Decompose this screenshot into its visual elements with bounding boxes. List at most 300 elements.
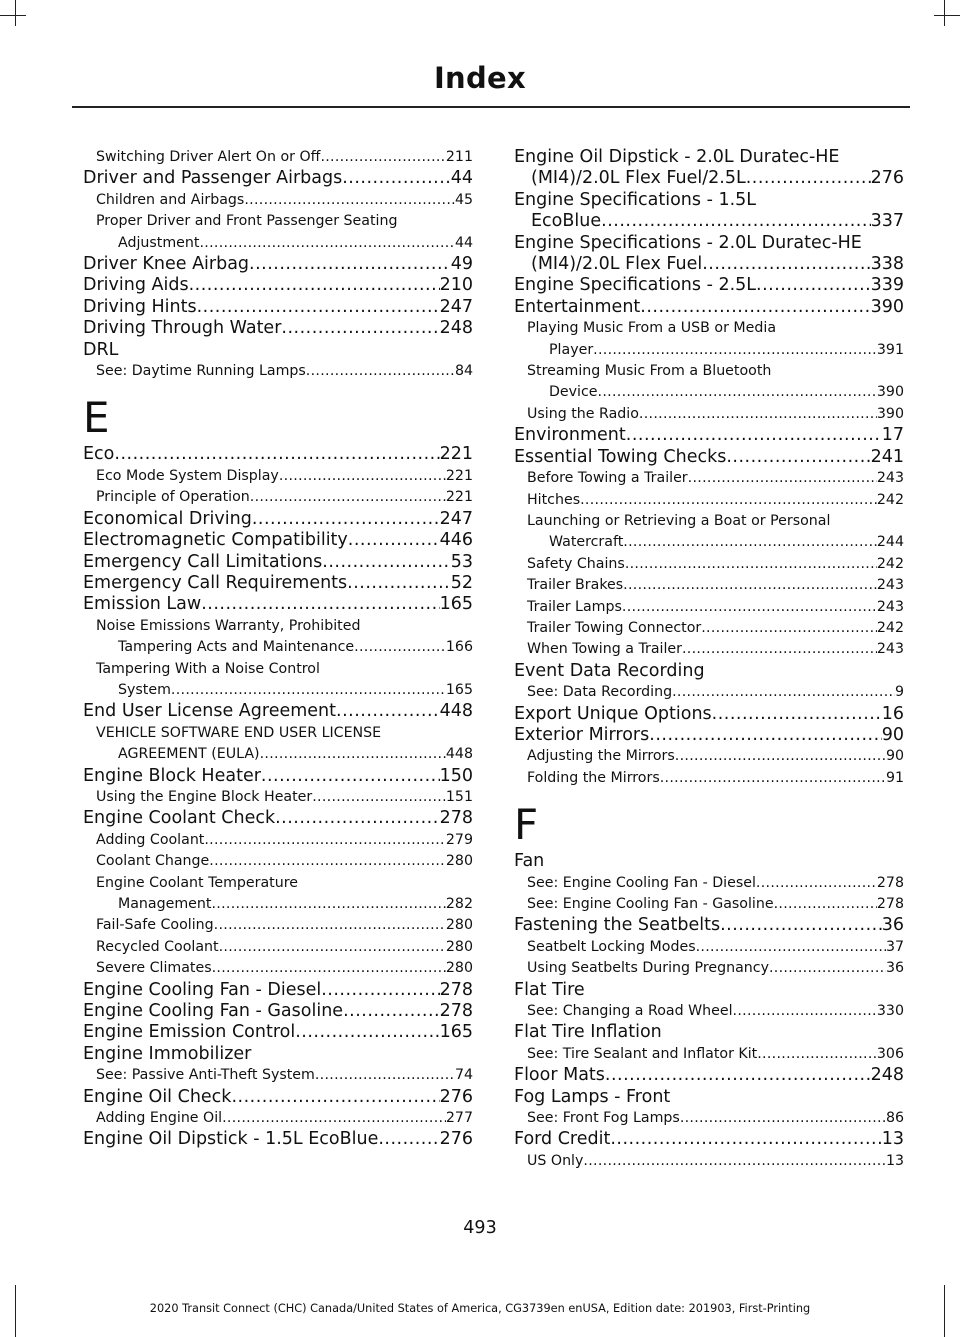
index-entry-heading: Fog Lamps - Front: [514, 1086, 671, 1107]
dot-leader: [171, 680, 446, 701]
entry-text: Folding the Mirrors: [527, 769, 660, 786]
index-subentry: [514, 597, 904, 618]
page-reference: 390: [876, 384, 904, 401]
index-subentry-text: Playing Music From a USB or Media: [527, 320, 777, 337]
page-reference: 36: [881, 915, 904, 936]
index-subentry: [514, 937, 904, 958]
index-subentry-text: Launching or Retrieving a Boat or Personal: [527, 512, 831, 529]
page-reference: 242: [876, 619, 904, 636]
index-entry: [514, 168, 904, 189]
entry-text: See: Data Recording: [527, 684, 673, 701]
page-reference: 17: [881, 425, 904, 446]
page-reference: 13: [881, 1129, 904, 1150]
page-reference: 248: [870, 1065, 904, 1086]
index-subentry: [514, 873, 904, 894]
entry-text: Severe Climates: [96, 960, 212, 977]
page-reference: 280: [445, 853, 473, 870]
page-reference: 248: [439, 318, 473, 339]
index-entry: [514, 1065, 904, 1086]
entry-text: Emergency Call Requirements: [83, 572, 348, 593]
dot-leader: [209, 851, 446, 872]
index-subentry-text: Proper Driver and Front Passenger Seating: [96, 213, 398, 230]
dot-leader: [348, 530, 440, 551]
index-entry-heading: Flat Tire: [514, 979, 585, 1000]
entry-text: EcoBlue: [531, 211, 602, 232]
index-subentry: [83, 1065, 473, 1086]
entry-text: (MI4)/2.0L Flex Fuel/2.5L: [531, 168, 746, 189]
dot-leader: [598, 382, 877, 403]
dot-leader: [680, 1108, 886, 1129]
index-entry: [514, 447, 904, 468]
index-entry: [83, 1087, 473, 1108]
index-subentry-text: Streaming Music From a Bluetooth: [527, 363, 772, 380]
page-reference: 243: [876, 598, 904, 615]
page-reference: 243: [876, 641, 904, 658]
dot-leader: [114, 444, 439, 465]
dot-leader: [197, 297, 440, 318]
dot-leader: [623, 532, 877, 553]
page-reference: 150: [439, 765, 473, 786]
dot-leader: [279, 466, 446, 487]
entry-text: Using Seatbelts During Pregnancy: [527, 960, 769, 977]
page-reference: 210: [439, 275, 473, 296]
index-entry-heading: Engine Oil Dipstick - 2.0L Duratec-HE: [514, 147, 840, 167]
entry-text: Trailer Brakes: [527, 577, 624, 594]
index-column-right: [514, 147, 904, 1172]
entry-text: Adding Engine Oil: [96, 1110, 223, 1127]
dot-leader: [260, 744, 446, 765]
page-reference: 330: [876, 1003, 904, 1020]
index-letter-heading: F: [514, 800, 539, 850]
index-column-left: [83, 147, 473, 1151]
entry-text: Watercraft: [549, 534, 624, 551]
entry-text: Driving Hints: [83, 296, 197, 317]
entry-text: Exterior Mirrors: [514, 724, 650, 745]
page-reference: 221: [445, 467, 473, 484]
index-subentry: [83, 744, 473, 765]
index-entry: [83, 552, 473, 573]
page-reference: 53: [450, 551, 473, 572]
entry-text: Eco: [83, 444, 115, 465]
entry-text: See: Passive Anti-Theft System: [96, 1067, 315, 1084]
index-subentry: [514, 639, 904, 660]
index-subentry: [514, 554, 904, 575]
index-subentry: [514, 340, 904, 361]
index-entry-heading: DRL: [83, 339, 119, 360]
dot-leader: [580, 490, 877, 511]
index-subentry-text: Engine Coolant Temperature: [96, 874, 298, 891]
dot-leader: [347, 573, 451, 594]
page-reference: 391: [876, 341, 904, 358]
index-subentry: [514, 1001, 904, 1022]
dot-leader: [746, 168, 871, 189]
index-subentry-text: VEHICLE SOFTWARE END USER LICENSE: [96, 724, 382, 741]
dot-leader: [756, 275, 871, 296]
index-subentry: [83, 830, 473, 851]
page-reference: 74: [454, 1067, 473, 1084]
entry-text: See: Tire Sealant and Inflator Kit: [527, 1045, 758, 1062]
dot-leader: [660, 768, 886, 789]
page-reference: 49: [450, 254, 473, 275]
entry-text: Children and Airbags: [96, 191, 245, 208]
crop-mark-top-left-h: [0, 15, 26, 16]
page-reference: 247: [439, 508, 473, 529]
entry-text: See: Daytime Running Lamps: [96, 363, 306, 380]
page-reference: 9: [894, 684, 904, 701]
index-entry: [83, 297, 473, 318]
index-subentry: [514, 894, 904, 915]
page-reference: 243: [876, 470, 904, 487]
entry-text: Coolant Change: [96, 853, 210, 870]
entry-text: See: Engine Cooling Fan - Gasoline: [527, 896, 774, 912]
dot-leader: [320, 147, 445, 168]
page-reference: 165: [439, 1022, 473, 1043]
dot-leader: [249, 254, 451, 275]
entry-text: Economical Driving: [83, 508, 252, 529]
page-reference: 280: [445, 917, 473, 934]
entry-text: Driving Aids: [83, 275, 189, 296]
entry-text: Adding Coolant: [96, 831, 205, 848]
dot-leader: [322, 552, 450, 573]
entry-text: Adjusting the Mirrors: [527, 748, 675, 765]
entry-text: System: [118, 681, 171, 698]
entry-text: Emergency Call Limitations: [83, 551, 323, 572]
entry-text: Engine Oil Check: [83, 1086, 232, 1107]
index-entry: [83, 318, 473, 339]
index-subentry: [83, 958, 473, 979]
entry-text: Engine Cooling Fan - Diesel: [83, 979, 322, 1000]
entry-text: Seatbelt Locking Modes: [527, 938, 696, 955]
dot-leader: [623, 575, 877, 596]
page-reference: 448: [445, 746, 473, 763]
dot-leader: [605, 1065, 871, 1086]
entry-text: Engine Oil Dipstick - 1.5L EcoBlue: [83, 1129, 379, 1150]
page-reference: 44: [450, 168, 473, 189]
index-subentry: [514, 490, 904, 511]
entry-text: Tampering Acts and Maintenance: [118, 639, 355, 656]
dot-leader: [261, 766, 440, 787]
dot-leader: [211, 894, 445, 915]
index-subentry: [514, 382, 904, 403]
dot-leader: [321, 980, 439, 1001]
dot-leader: [702, 254, 870, 275]
entry-text: See: Changing a Road Wheel: [527, 1003, 733, 1020]
index-entry: [83, 573, 473, 594]
entry-text: Driver and Passenger Airbags: [83, 168, 343, 189]
page-reference: 276: [439, 1129, 473, 1150]
index-entry-heading: Event Data Recording: [514, 660, 705, 681]
entry-text: AGREEMENT (EULA): [118, 746, 260, 763]
page-reference: 166: [445, 639, 473, 656]
entry-text: Safety Chains: [527, 555, 625, 572]
page-reference: 91: [885, 769, 904, 786]
dot-leader: [696, 937, 886, 958]
crop-mark-top-right-v: [944, 0, 945, 26]
entry-text: Player: [549, 341, 594, 358]
page-reference: 221: [445, 489, 473, 506]
index-subentry-text: Tampering With a Noise Control: [96, 660, 320, 677]
dot-leader: [343, 1001, 440, 1022]
dot-leader: [688, 468, 877, 489]
index-subentry: [514, 746, 904, 767]
dot-leader: [733, 1001, 877, 1022]
index-subentry: [514, 1151, 904, 1172]
entry-text: Engine Coolant Check: [83, 808, 276, 829]
dot-leader: [306, 361, 455, 382]
index-subentry: [514, 618, 904, 639]
dot-leader: [252, 509, 440, 530]
dot-leader: [250, 487, 446, 508]
dot-leader: [610, 1129, 881, 1150]
page-reference: 84: [454, 363, 473, 380]
dot-leader: [675, 746, 886, 767]
dot-leader: [214, 915, 446, 936]
index-subentry: [83, 787, 473, 808]
index-entry: [83, 530, 473, 551]
dot-leader: [312, 787, 446, 808]
index-entry: [83, 444, 473, 465]
entry-text: Essential Towing Checks: [514, 446, 727, 467]
dot-leader: [626, 425, 882, 446]
index-entry: [83, 766, 473, 787]
index-entry: [83, 1129, 473, 1150]
entry-text: Before Towing a Trailer: [527, 470, 688, 487]
entry-text: Engine Block Heater: [83, 765, 261, 786]
entry-text: Using the Radio: [527, 405, 639, 422]
dot-leader: [757, 1044, 877, 1065]
index-entry: [514, 704, 904, 725]
index-subentry: [83, 466, 473, 487]
dot-leader: [726, 447, 870, 468]
dot-leader: [622, 597, 877, 618]
page-reference: 278: [876, 896, 904, 912]
page-reference: 36: [885, 960, 904, 977]
dot-leader: [583, 1151, 886, 1172]
dot-leader: [701, 618, 877, 639]
page-reference: 390: [876, 405, 904, 422]
index-entry-heading: Engine Immobilizer: [83, 1043, 252, 1064]
index-subentry: [83, 233, 473, 254]
dot-leader: [625, 554, 877, 575]
index-subentry: [514, 768, 904, 789]
index-entry: [83, 808, 473, 829]
index-subentry: [514, 958, 904, 979]
index-entry: [514, 1129, 904, 1150]
dot-leader: [378, 1129, 439, 1150]
index-subentry: [514, 682, 904, 703]
index-subentry: [83, 851, 473, 872]
page-reference: 338: [870, 254, 904, 275]
dot-leader: [756, 873, 877, 894]
index-subentry: [83, 1108, 473, 1129]
page-reference: 211: [445, 149, 473, 165]
dot-leader: [649, 725, 881, 746]
page-reference: 151: [445, 788, 473, 805]
page-reference: 279: [445, 831, 473, 848]
index-subentry: [83, 915, 473, 936]
page-number: 493: [463, 1218, 497, 1238]
index-subentry: [83, 190, 473, 211]
page-reference: 241: [870, 446, 904, 467]
dot-leader: [769, 958, 886, 979]
index-subentry: [83, 637, 473, 658]
dot-leader: [222, 1108, 446, 1129]
entry-text: Switching Driver Alert On or Off: [96, 149, 321, 165]
page-reference: 278: [439, 979, 473, 1000]
page-reference: 165: [445, 681, 473, 698]
page-reference: 90: [885, 748, 904, 765]
index-subentry: [83, 894, 473, 915]
index-entry: [83, 275, 473, 296]
entry-text: End User License Agreement: [83, 701, 336, 722]
entry-text: Driver Knee Airbag: [83, 254, 250, 275]
entry-text: Device: [549, 384, 598, 401]
entry-text: Entertainment: [514, 296, 641, 317]
dot-leader: [639, 404, 877, 425]
index-subentry: [83, 937, 473, 958]
index-entry: [514, 425, 904, 446]
index-entry-heading: Engine Specifications - 2.0L Duratec-HE: [514, 232, 862, 253]
entry-text: See: Engine Cooling Fan - Diesel: [527, 874, 756, 891]
page-reference: 448: [439, 701, 473, 722]
index-subentry: [83, 361, 473, 382]
page-reference: 278: [439, 808, 473, 829]
index-entry: [83, 980, 473, 1001]
dot-leader: [275, 808, 439, 829]
index-entry: [514, 275, 904, 296]
index-entry: [83, 254, 473, 275]
dot-leader: [682, 639, 877, 660]
entry-text: Trailer Lamps: [527, 598, 622, 615]
page-reference: 16: [881, 703, 904, 724]
page-reference: 242: [876, 555, 904, 572]
index-entry: [83, 509, 473, 530]
entry-text: Principle of Operation: [96, 489, 250, 506]
entry-text: Engine Cooling Fan - Gasoline: [83, 1001, 344, 1022]
index-entry: [514, 725, 904, 746]
page-title: Index: [433, 61, 527, 95]
page-reference: 52: [450, 572, 473, 593]
index-entry: [83, 1022, 473, 1043]
index-subentry: [83, 487, 473, 508]
page-reference: 276: [870, 168, 904, 189]
page-reference: 37: [885, 938, 904, 955]
page-reference: 165: [439, 594, 473, 615]
dot-leader: [774, 894, 877, 915]
index-entry: [514, 211, 904, 232]
page-reference: 276: [439, 1086, 473, 1107]
page-reference: 390: [870, 296, 904, 317]
page-reference: 278: [439, 1001, 473, 1022]
dot-leader: [295, 1022, 439, 1043]
entry-text: Emission Law: [83, 594, 202, 615]
page-reference: 242: [876, 491, 904, 508]
entry-text: See: Front Fog Lamps: [527, 1110, 680, 1127]
index-subentry: [83, 680, 473, 701]
dot-leader: [315, 1065, 455, 1086]
entry-text: Environment: [514, 425, 626, 446]
entry-text: Fail-Safe Cooling: [96, 917, 214, 934]
index-entry-heading: Fan: [514, 851, 545, 872]
page-reference: 339: [870, 275, 904, 296]
dot-leader: [231, 1087, 439, 1108]
entry-text: Trailer Towing Connector: [527, 619, 702, 636]
page-reference: 277: [445, 1110, 473, 1127]
index-entry: [83, 1001, 473, 1022]
index-entry: [514, 254, 904, 275]
dot-leader: [342, 168, 451, 189]
entry-text: Electromagnetic Compatibility: [83, 530, 348, 551]
dot-leader: [712, 704, 882, 725]
page-reference: 221: [439, 444, 473, 465]
index-subentry: [514, 1044, 904, 1065]
index-letter-heading: E: [83, 393, 110, 443]
dot-leader: [212, 958, 446, 979]
dot-leader: [189, 275, 440, 296]
footer-edition-info: 2020 Transit Connect (CHC) Canada/United States of America, CG3739en enUSA, Edition date: 201903, First-Printing: [149, 1302, 811, 1315]
index-subentry: [83, 147, 473, 168]
dot-leader: [219, 937, 446, 958]
entry-text: Ford Credit: [514, 1129, 611, 1150]
index-subentry: [514, 575, 904, 596]
index-entry: [514, 915, 904, 936]
page-reference: 86: [885, 1110, 904, 1127]
page-reference: 306: [876, 1045, 904, 1062]
dot-leader: [593, 340, 877, 361]
index-entry-heading: Flat Tire Inflation: [514, 1022, 662, 1043]
entry-text: US Only: [527, 1152, 584, 1169]
dot-leader: [199, 233, 454, 254]
page-reference: 90: [881, 724, 904, 745]
entry-text: (MI4)/2.0L Flex Fuel: [531, 254, 703, 275]
index-subentry: [514, 1108, 904, 1129]
crop-mark-top-left-v: [15, 0, 16, 26]
entry-text: Engine Emission Control: [83, 1022, 296, 1043]
page-reference: 244: [876, 534, 904, 551]
entry-text: Adjustment: [118, 234, 200, 251]
entry-text: Engine Specifications - 2.5L: [514, 275, 757, 296]
dot-leader: [720, 915, 882, 936]
entry-text: Management: [118, 896, 212, 912]
page-reference: 280: [445, 938, 473, 955]
index-entry: [83, 701, 473, 722]
index-subentry: [514, 404, 904, 425]
entry-text: Floor Mats: [514, 1065, 605, 1086]
page-reference: 13: [885, 1152, 904, 1169]
dot-leader: [672, 682, 895, 703]
dot-leader: [336, 701, 440, 722]
dot-leader: [640, 297, 870, 318]
index-entry: [83, 594, 473, 615]
entry-text: Recycled Coolant: [96, 938, 219, 955]
index-subentry-text: Noise Emissions Warranty, Prohibited: [96, 617, 361, 634]
page-reference: 278: [876, 874, 904, 891]
page-reference: 247: [439, 296, 473, 317]
entry-text: When Towing a Trailer: [527, 641, 682, 658]
index-subentry: [514, 468, 904, 489]
page-reference: 44: [454, 234, 473, 251]
index-entry: [514, 297, 904, 318]
page-reference: 337: [870, 211, 904, 232]
dot-leader: [204, 830, 446, 851]
page-reference: 243: [876, 577, 904, 594]
dot-leader: [201, 594, 439, 615]
index-entry-heading: Engine Specifications - 1.5L: [514, 189, 757, 210]
page-reference: 446: [439, 530, 473, 551]
entry-text: Export Unique Options: [514, 703, 712, 724]
page-reference: 45: [454, 191, 473, 208]
dot-leader: [281, 318, 439, 339]
